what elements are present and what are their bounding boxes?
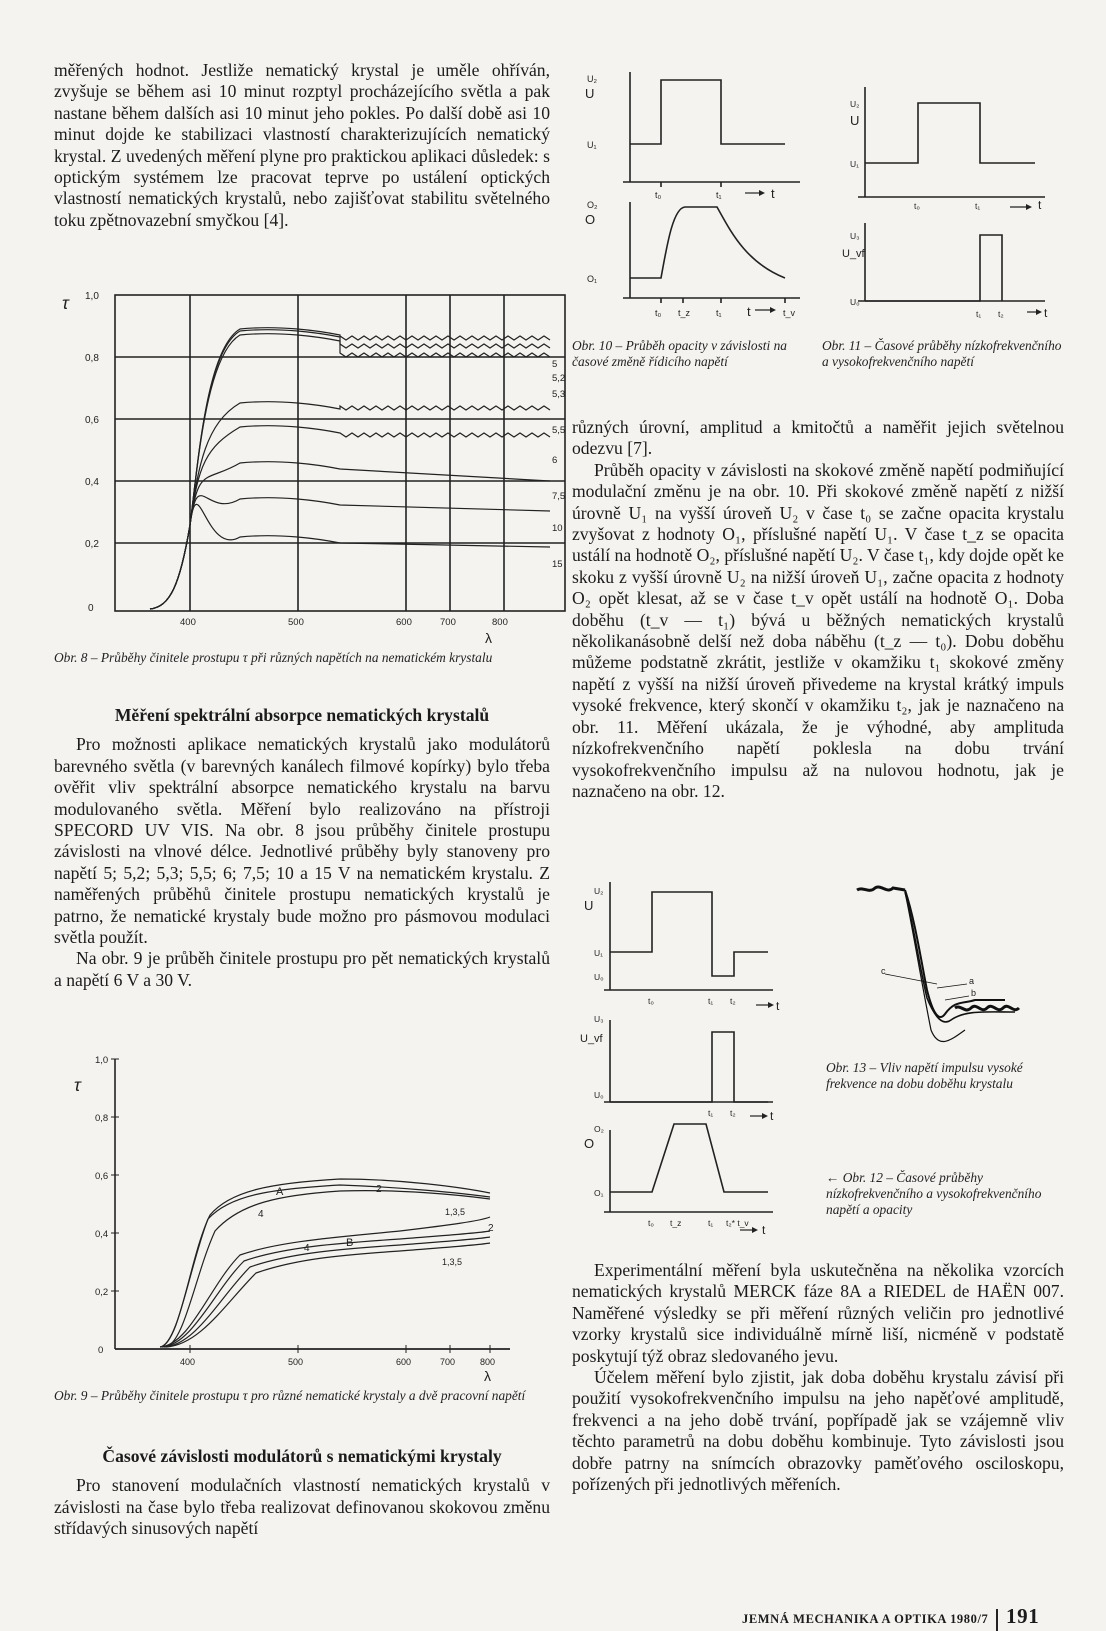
right-bottom-text bbox=[572, 1260, 1064, 1495]
paragraph-text: Pro stanovení modulačních vlastností nematických krystalů v závislosti na čase bylo třeba realizovat definovanou skokovou změnu střídavých sinusových napětí bbox=[54, 1475, 550, 1539]
figure-12-diagram bbox=[568, 880, 793, 1237]
curve-label: 10 bbox=[552, 523, 563, 534]
diagram-label: U_vf bbox=[580, 1033, 603, 1045]
page-number: 191 bbox=[1006, 1604, 1040, 1628]
series-label: 4 bbox=[258, 1209, 264, 1220]
x-tick-label: 800 bbox=[492, 617, 508, 628]
diagram-label: U₀ bbox=[850, 297, 860, 307]
transmission-curve bbox=[150, 328, 550, 609]
diagram-label: U₀ bbox=[594, 1090, 604, 1100]
series-label: 4 bbox=[304, 1243, 310, 1254]
diagram-label: U_vf bbox=[842, 248, 865, 260]
diagram-label: t₂ bbox=[730, 996, 736, 1006]
diagram-label: t bbox=[762, 1223, 766, 1237]
transmission-curve bbox=[160, 1179, 490, 1347]
curve-label: 7,5 bbox=[552, 491, 566, 502]
trace-label: b bbox=[971, 988, 977, 998]
section-heading: Časové závislosti modulátorů s nematickými krystaly bbox=[102, 1446, 502, 1466]
diagram-label: t bbox=[771, 186, 775, 201]
diagram-label: O₂ bbox=[594, 1124, 604, 1134]
diagram-label: t₂ bbox=[998, 309, 1004, 319]
transmission-curve bbox=[150, 426, 550, 609]
paragraph-text: Průběh opacity v závislosti na skokové změně napětí podmiňující modulační změnu je na obr. 10. Při skokové změně napětí z nižší úrovně U₁ na vyšší úroveň U₂ v čase t₀ se začne opacita krystalu zvyšovat z hodnoty O₁, příslušné napětí U₁. V čase t_z se opacita ustálí na hodnotě O₂, příslušné napětí U₂. V čase t₁, kdy dojde opět ke skoku z vyšší úrovně U₂ na nižší úroveň U₁, začne opacita z hodnoty O₂ opět klesat, až se v čase t_v opět ustálí na hodnotě O₁. Doba doběhu (t_v — t₁) bývá u běžných nematických krystalů několikanásobně delší než doba náběhu (t_z — t₀). Dobu doběhu můžeme podstatně zkrátit, jestliže v okamžiku t₁ skokové změny napětí z vyšší na nižší úroveň přivedeme na krystal krátký impuls vysoké frekvence, který skončí v okamžiku t₂, jak je naznačeno na obr. 11. Měření ukázala, že je výhodné, aby amplituda nízkofrekvenčního napětí poklesla na dobu trvání vysokofrekvenčního impulsu až na nulovou hodnotu, jak je naznačeno na obr. 12. bbox=[572, 459, 1064, 801]
y-tick-label: 0,4 bbox=[85, 477, 99, 488]
curve-label: 5,3 bbox=[552, 389, 566, 400]
figure-13-caption: Obr. 13 – Vliv napětí impulsu vysoké frekvence na dobu doběhu krystalu bbox=[826, 1060, 1023, 1091]
y-tick-label: 0,4 bbox=[95, 1229, 109, 1240]
paragraph-text: různých úrovní, amplitud a kmitočtů a naměřit jejich světelnou odezvu [7]. bbox=[572, 417, 1064, 459]
curve-label: 5,2 bbox=[552, 373, 566, 384]
diagram-label: O bbox=[584, 1136, 595, 1151]
series-label: A bbox=[276, 1186, 284, 1198]
transmission-curve bbox=[160, 1217, 490, 1347]
diagram-label: U₂ bbox=[594, 886, 604, 896]
series-label: B bbox=[346, 1237, 354, 1249]
diagram-label: t bbox=[1044, 306, 1048, 320]
diagram-label: t₁ bbox=[708, 1108, 714, 1118]
diagram-label: U₂ bbox=[587, 74, 597, 84]
diagram-label: t_z bbox=[670, 1218, 682, 1228]
right-column-text bbox=[572, 417, 1064, 802]
diagram-label: U₀ bbox=[594, 972, 604, 982]
diagram-label: t₁ bbox=[716, 308, 722, 318]
fig9-ticks bbox=[111, 1059, 490, 1353]
y-tick-label: 0,8 bbox=[85, 353, 99, 364]
y-tick-label: 0,8 bbox=[95, 1113, 109, 1124]
series-label: 2 bbox=[488, 1223, 494, 1234]
diagram-label: t₂ bbox=[730, 1108, 736, 1118]
diagram-label: U₃ bbox=[594, 1014, 604, 1024]
paragraph-text: Pro možnosti aplikace nematických krystalů jako modulátorů barevného světla (v barevných kanálech filmové kopírky) bylo třeba ověřit vliv spektrální absorpce nematického krystalu na barvu modulovaného světla. Měření bylo realizováno na přístroji SPECORD UV VIS. Na obr. 8 jsou průběhy činitele prostupu závislosti na vlnové délce. Jednotlivé průběhy byly stanoveny pro napětí 5; 5,2; 5,3; 5,5; 6; 7,5; 10 a 15 V na nematickém krystalu. Z naměřených průběhů činitele prostupu nematických krystalů je patrno, že nematické krystaly bude možno pro pásmovou modulaci světla použít. bbox=[54, 734, 550, 948]
diagram-label: O₁ bbox=[594, 1188, 604, 1198]
transmission-curve bbox=[150, 334, 550, 609]
page-footer bbox=[742, 1604, 1039, 1631]
x-tick-label: 500 bbox=[288, 1357, 304, 1367]
diagram-label: U₃ bbox=[850, 231, 860, 241]
section-1 bbox=[54, 705, 550, 991]
diagram-label: t₀ bbox=[648, 1218, 654, 1228]
paragraph-text: Experimentální měření byla uskutečněna na několika vzorcích nematických krystalů MERCK fáze 8A a RIEDEL de HAËN 007. Naměřené výsledky se při měření různých veličin pro jednotlivé vzorky krystalů sice individuálně mírně liší, nicméně v podstatě poskytují týž obraz sledovaného jevu. bbox=[572, 1260, 1064, 1366]
diagram-label: U₁ bbox=[594, 948, 604, 958]
diagram-label: t bbox=[770, 1109, 774, 1123]
diagram-label: t₀ bbox=[655, 308, 662, 318]
y-tick-label: 0,2 bbox=[95, 1287, 109, 1298]
figure-10-caption: Obr. 10 – Průběh opacity v závislosti na časové změně řídicího napětí bbox=[572, 338, 787, 369]
curve-label: 5,5 bbox=[552, 425, 566, 436]
diagram-label: t₁ bbox=[708, 1218, 714, 1228]
diagram-label: t_z bbox=[678, 308, 691, 318]
x-tick-label: 500 bbox=[288, 617, 304, 628]
diagram-label: U bbox=[584, 898, 594, 913]
diagram-label: U₁ bbox=[587, 140, 597, 150]
diagram-label: O₂ bbox=[587, 200, 598, 210]
figure-8-chart bbox=[40, 285, 566, 650]
y-tick-label: 0,6 bbox=[95, 1171, 109, 1182]
figure-11-diagram bbox=[820, 85, 1050, 325]
x-tick-label: 600 bbox=[396, 617, 412, 628]
diagram-label: t₂* t_v bbox=[726, 1218, 749, 1228]
x-tick-label: 700 bbox=[440, 1357, 456, 1367]
fig8-xlabel: λ bbox=[485, 630, 492, 646]
trace-label: a bbox=[969, 976, 975, 986]
fig9-curves bbox=[160, 1179, 490, 1347]
diagram-label: t₀ bbox=[655, 190, 662, 200]
diagram-label: t₁ bbox=[708, 996, 714, 1006]
trace-label: c bbox=[881, 966, 886, 976]
transmission-curve bbox=[150, 462, 550, 609]
left-top-paragraph bbox=[54, 60, 550, 231]
x-tick-label: 400 bbox=[180, 1357, 196, 1367]
x-tick-label: 600 bbox=[396, 1357, 412, 1367]
fig9-ylabel: τ bbox=[74, 1075, 81, 1095]
x-tick-label: 700 bbox=[440, 617, 456, 628]
curve-label: 5 bbox=[552, 359, 558, 370]
diagram-label: t₁ bbox=[716, 190, 722, 200]
diagram-label: t₀ bbox=[648, 996, 654, 1006]
paragraph-text: Účelem měření bylo zjistit, jak doba doběhu krystalu závisí při použití vysokofrekvenčního impulsu na jeho napěťové amplitudě, frekvenci a na jeho době trvání, popřípadě jak se vzájemně vliv těchto parametrů na dobu doběhu kombinuje. Tyto závislosti jsou dobře patrny na snímcích obrazovky paměťového osciloskopu, pořízených při jednotlivých měřeních. bbox=[572, 1367, 1064, 1495]
diagram-label: U bbox=[850, 113, 860, 128]
diagram-label: t bbox=[747, 304, 751, 319]
diagram-label: t₁ bbox=[975, 201, 981, 211]
paragraph-text: měřených hodnot. Jestliže nematický krystal je uměle ohříván, zvyšuje se během asi 10 minut rozptyl procházejícího světla a pak nastane během dalších asi 10 minut jeho pokles. Po další době asi 10 minut dojde ke stabilizaci vlastností charakterizujících nematický krystal. Z uvedených měření plyne pro praktickou aplikaci důsledek: s optickým systémem lze pracovat teprve po ustálení optických vlastností nematických krystalů, nebo zajišťovat stabilitu světelného toku zpětnovazební smyčkou [4]. bbox=[54, 60, 550, 230]
diagram-label: O₁ bbox=[587, 274, 598, 284]
series-label: 1,3,5 bbox=[445, 1207, 466, 1217]
diagram-label: O bbox=[585, 212, 596, 227]
diagram-label: t bbox=[776, 999, 780, 1013]
y-tick-label: 0,6 bbox=[85, 415, 99, 426]
section-heading: Měření spektrální absorpce nematických krystalů bbox=[114, 705, 490, 725]
figure-10-diagram bbox=[585, 70, 810, 330]
fig8-curves bbox=[150, 328, 550, 609]
x-tick-label: 800 bbox=[480, 1357, 496, 1367]
diagram-label: t₁ bbox=[976, 309, 982, 319]
figure-8-caption: Obr. 8 – Průběhy činitele prostupu τ při různých napětích na nematickém krystalu bbox=[54, 650, 493, 665]
y-tick-label: 0,2 bbox=[85, 539, 99, 550]
paragraph-text: Na obr. 9 je průběh činitele prostupu pro pět nematických krystalů a napětí 6 V a 30 V. bbox=[54, 948, 550, 990]
journal-name: JEMNÁ MECHANIKA A OPTIKA 1980/7 bbox=[742, 1612, 989, 1626]
series-label: 2 bbox=[376, 1184, 382, 1195]
y-tick-label: 1,0 bbox=[95, 1055, 109, 1066]
curve-label: 6 bbox=[552, 455, 558, 466]
fig8-ylabel: τ bbox=[62, 293, 69, 313]
diagram-label: t₀ bbox=[914, 201, 920, 211]
figure-9-caption: Obr. 9 – Průběhy činitele prostupu τ pro různé nematické krystaly a dvě pracovní napětí bbox=[54, 1388, 526, 1403]
transmission-curve bbox=[162, 1231, 490, 1347]
y-tick-label: 1,0 bbox=[85, 291, 99, 302]
y-tick-label: 0 bbox=[98, 1345, 104, 1356]
figure-9-chart bbox=[40, 1055, 560, 1385]
fig9-frame bbox=[115, 1059, 510, 1349]
diagram-label: U₁ bbox=[850, 159, 860, 169]
section-2 bbox=[54, 1446, 550, 1540]
series-label: 1,3,5 bbox=[442, 1257, 463, 1267]
fig9-xlabel: λ bbox=[484, 1368, 491, 1384]
x-tick-label: 400 bbox=[180, 617, 196, 628]
footer-divider bbox=[996, 1609, 998, 1631]
curve-label: 15 bbox=[552, 559, 563, 570]
diagram-label: U bbox=[585, 86, 595, 101]
figure-13-oscillogram bbox=[855, 880, 1035, 1050]
figure-12-caption: ← Obr. 12 – Časové průběhy nízkofrekvenčního a vysokofrekvenčního napětí a opacity bbox=[826, 1170, 1042, 1217]
y-tick-label: 0 bbox=[88, 603, 94, 614]
diagram-label: t_v bbox=[783, 308, 796, 318]
diagram-label: U₂ bbox=[850, 99, 860, 109]
diagram-label: t bbox=[1038, 198, 1042, 212]
figure-11-caption: Obr. 11 – Časové průběhy nízkofrekvenčního a vysokofrekvenčního napětí bbox=[822, 338, 1062, 369]
transmission-curve bbox=[150, 504, 550, 609]
transmission-curve bbox=[150, 496, 550, 609]
